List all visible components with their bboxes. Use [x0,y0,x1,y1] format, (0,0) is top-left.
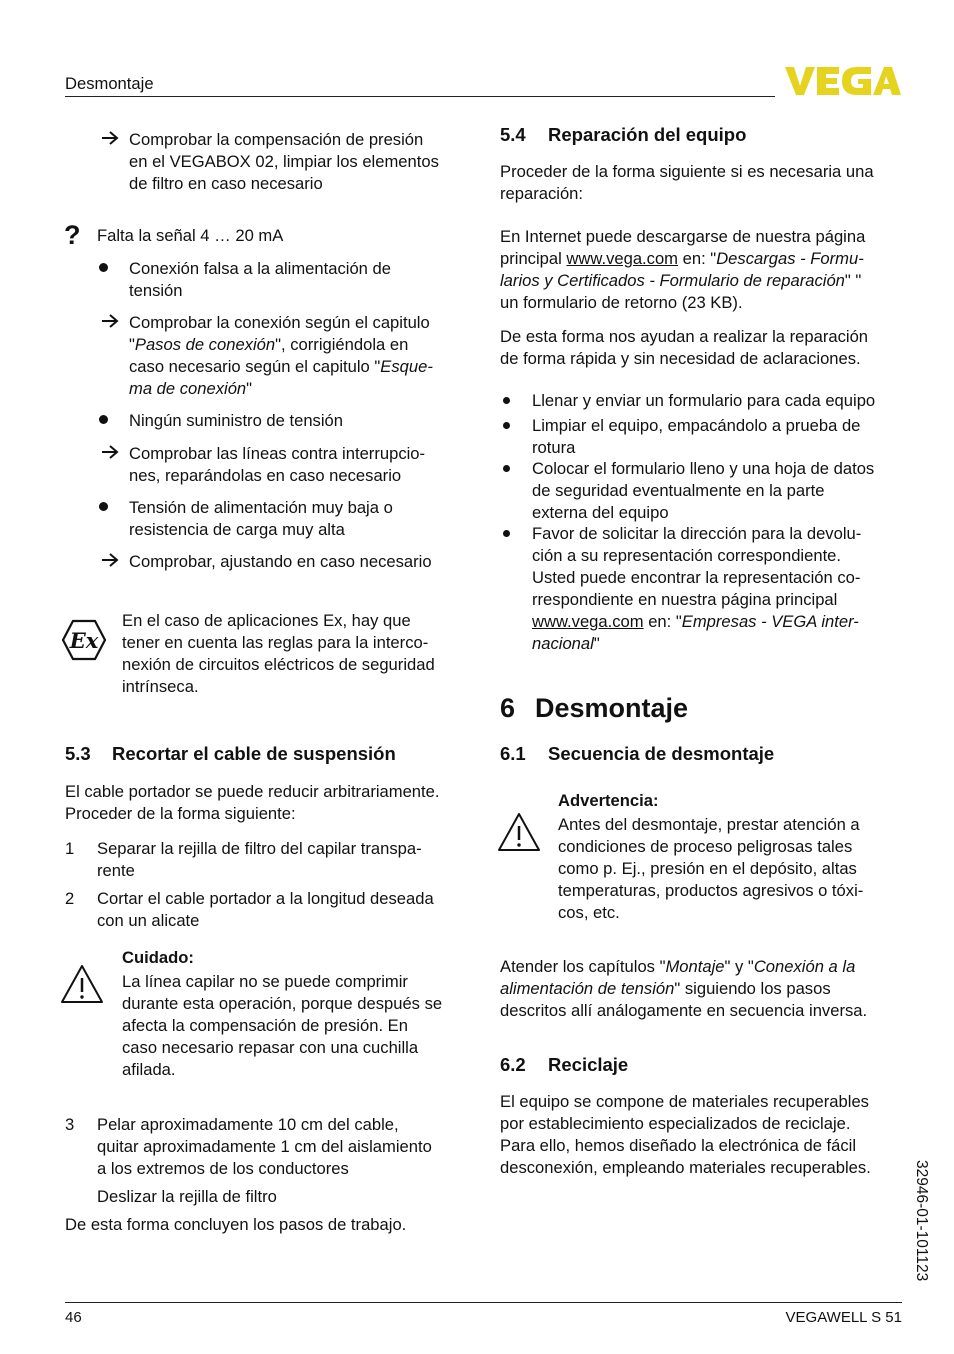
warning-line: condiciones de proceso peligrosas tales [558,837,853,856]
section-number: 5.4 [500,124,526,145]
paragraph-line: larios y Certificados - Formulario de reparación" " [500,271,862,290]
list-item: Colocar el formulario lleno y una hoja de datos [532,459,875,478]
list-item: de seguridad eventualmente en la parte [532,481,825,500]
footer-rule [65,1302,902,1303]
step-line: Cortar el cable portador a la longitud deseada [97,889,434,908]
warning-title: Advertencia: [558,791,659,810]
arrow-right-icon [100,129,122,147]
paragraph-line: De esta forma concluyen los pasos de trabajo. [65,1215,407,1234]
paragraph-line: desconexión, empleando materiales recuperables. [500,1158,871,1177]
running-header: Desmontaje [65,74,154,93]
step-number: 3 [65,1115,75,1134]
paragraph-line: El cable portador se puede reducir arbitrariamente. [65,782,440,801]
page-number: 46 [65,1309,82,1326]
document-id: 32946-01-101123 [913,1160,930,1282]
section-title: Reciclaje [548,1054,629,1075]
warning-triangle-icon [496,811,542,853]
action-line: Comprobar las líneas contra interrupcio- [129,444,426,463]
warning-line: temperaturas, productos agresivos o tóxi- [558,881,864,900]
cause-line: Conexión falsa a la alimentación de [129,259,391,278]
paragraph-line: alimentación de tensión" siguiendo los pasos [500,979,831,998]
action-line: en el VEGABOX 02, limpiar los elementos [129,152,439,171]
action-line: Comprobar la compensación de presión [129,130,424,149]
step-number: 1 [65,839,75,858]
warning-line: Antes del desmontaje, prestar atención a [558,815,860,834]
header-rule [65,96,775,97]
vega-link[interactable]: www.vega.com [532,612,644,631]
paragraph-line: Para ello, hemos diseñado la electrónica de fácil [500,1136,857,1155]
caution-line: caso necesario repasar con una cuchilla [122,1038,419,1057]
ex-note-line: tener en cuenta las reglas para la interco- [122,633,429,652]
list-item: nacional" [532,634,600,653]
bullet-icon [503,422,510,429]
list-item: rotura [532,438,576,457]
paragraph-line: principal www.vega.com en: "Descargas - Formu- [500,249,864,268]
step-line: Deslizar la rejilla de filtro [97,1187,277,1206]
action-line: Comprobar la conexión según el capitulo [129,313,430,332]
step-line: rente [97,861,135,880]
svg-text:Ex: Ex [69,628,99,653]
section-title: Secuencia de desmontaje [548,743,775,764]
list-item: www.vega.com en: "Empresas - VEGA inter- [532,612,859,631]
list-item: externa del equipo [532,503,669,522]
ex-hexagon-icon [60,618,108,662]
paragraph-line: Proceder de la forma siguiente: [65,804,296,823]
step-line: Pelar aproximadamente 10 cm del cable, [97,1115,399,1134]
vega-link[interactable]: www.vega.com [566,249,679,268]
paragraph-line: Proceder de la forma siguiente si es necesaria una [500,162,874,181]
step-line: con un alicate [97,911,200,930]
caution-line: afilada. [122,1060,176,1079]
paragraph-line: Atender los capítulos "Montaje" y "Conexión a la [500,957,856,976]
list-item: Usted puede encontrar la representación co- [532,568,861,587]
step-line: Separar la rejilla de filtro del capilar transpa- [97,839,422,858]
chapter-title: Desmontaje [535,693,689,723]
question-mark-icon: ? [64,220,81,250]
document-id-container [912,1160,934,1310]
section-number: 6.1 [500,743,526,764]
ex-note-line: intrínseca. [122,677,199,696]
list-item: Llenar y enviar un formulario para cada equipo [532,391,876,410]
action-line: nes, reparándolas en caso necesario [129,466,402,485]
paragraph-line: un formulario de retorno (23 KB). [500,293,743,312]
cause-line: resistencia de carga muy alta [129,520,345,539]
section-title: Recortar el cable de suspensión [112,743,396,764]
section-number: 6.2 [500,1054,526,1075]
caution-line: durante esta operación, porque después se [122,994,443,1013]
bullet-icon [503,530,510,537]
chapter-number: 6 [500,693,516,723]
caution-line: afecta la compensación de presión. En [122,1016,408,1035]
arrow-right-icon [100,551,122,569]
section-title: Reparación del equipo [548,124,747,145]
arrow-right-icon [100,312,122,330]
ex-note-line: nexión de circuitos eléctricos de seguridad [122,655,435,674]
paragraph-line: En Internet puede descargarse de nuestra página [500,227,866,246]
step-line: a los extremos de los conductores [97,1159,349,1178]
action-line: de filtro en caso necesario [129,174,323,193]
arrow-right-icon [100,443,122,461]
cause-line: tensión [129,281,183,300]
bullet-icon [503,465,510,472]
warning-line: cos, etc. [558,903,620,922]
caution-title: Cuidado: [122,948,194,967]
action-line: Comprobar, ajustando en caso necesario [129,552,432,571]
fault-question: Falta la señal 4 … 20 mA [97,226,284,245]
action-line: caso necesario según el capitulo "Esque- [129,357,433,376]
section-number: 5.3 [65,743,91,764]
action-line: "Pasos de conexión", corrigiéndola en [129,335,409,354]
bullet-icon [503,397,510,404]
list-item: ción a su representación correspondiente. [532,546,842,565]
list-item: rrespondiente en nuestra página principal [532,590,838,609]
step-number: 2 [65,889,75,908]
paragraph-line: De esta forma nos ayudan a realizar la reparación [500,327,869,346]
action-line: ma de conexión" [129,379,253,398]
warning-line: como p. Ej., presión en el depósito, altas [558,859,857,878]
caution-line: La línea capilar no se puede comprimir [122,972,408,991]
vega-logo [783,64,903,98]
paragraph-line: por establecimiento especializados de reciclaje. [500,1114,851,1133]
list-item: Favor de solicitar la dirección para la devolu- [532,524,862,543]
cause-line: Ningún suministro de tensión [129,411,343,430]
step-line: quitar aproximadamente 1 cm del aislamiento [97,1137,432,1156]
paragraph-line: de forma rápida y sin necesidad de aclaraciones. [500,349,861,368]
product-name: VEGAWELL S 51 [785,1309,902,1326]
bullet-icon [99,263,108,272]
bullet-icon [99,415,108,424]
bullet-icon [99,502,108,511]
cause-line: Tensión de alimentación muy baja o [129,498,393,517]
paragraph-line: El equipo se compone de materiales recuperables [500,1092,869,1111]
list-item: Limpiar el equipo, empacándolo a prueba de [532,416,861,435]
ex-note-line: En el caso de aplicaciones Ex, hay que [122,611,411,630]
paragraph-line: descritos allí análogamente en secuencia inversa. [500,1001,868,1020]
warning-triangle-icon [59,963,105,1005]
paragraph-line: reparación: [500,184,584,203]
